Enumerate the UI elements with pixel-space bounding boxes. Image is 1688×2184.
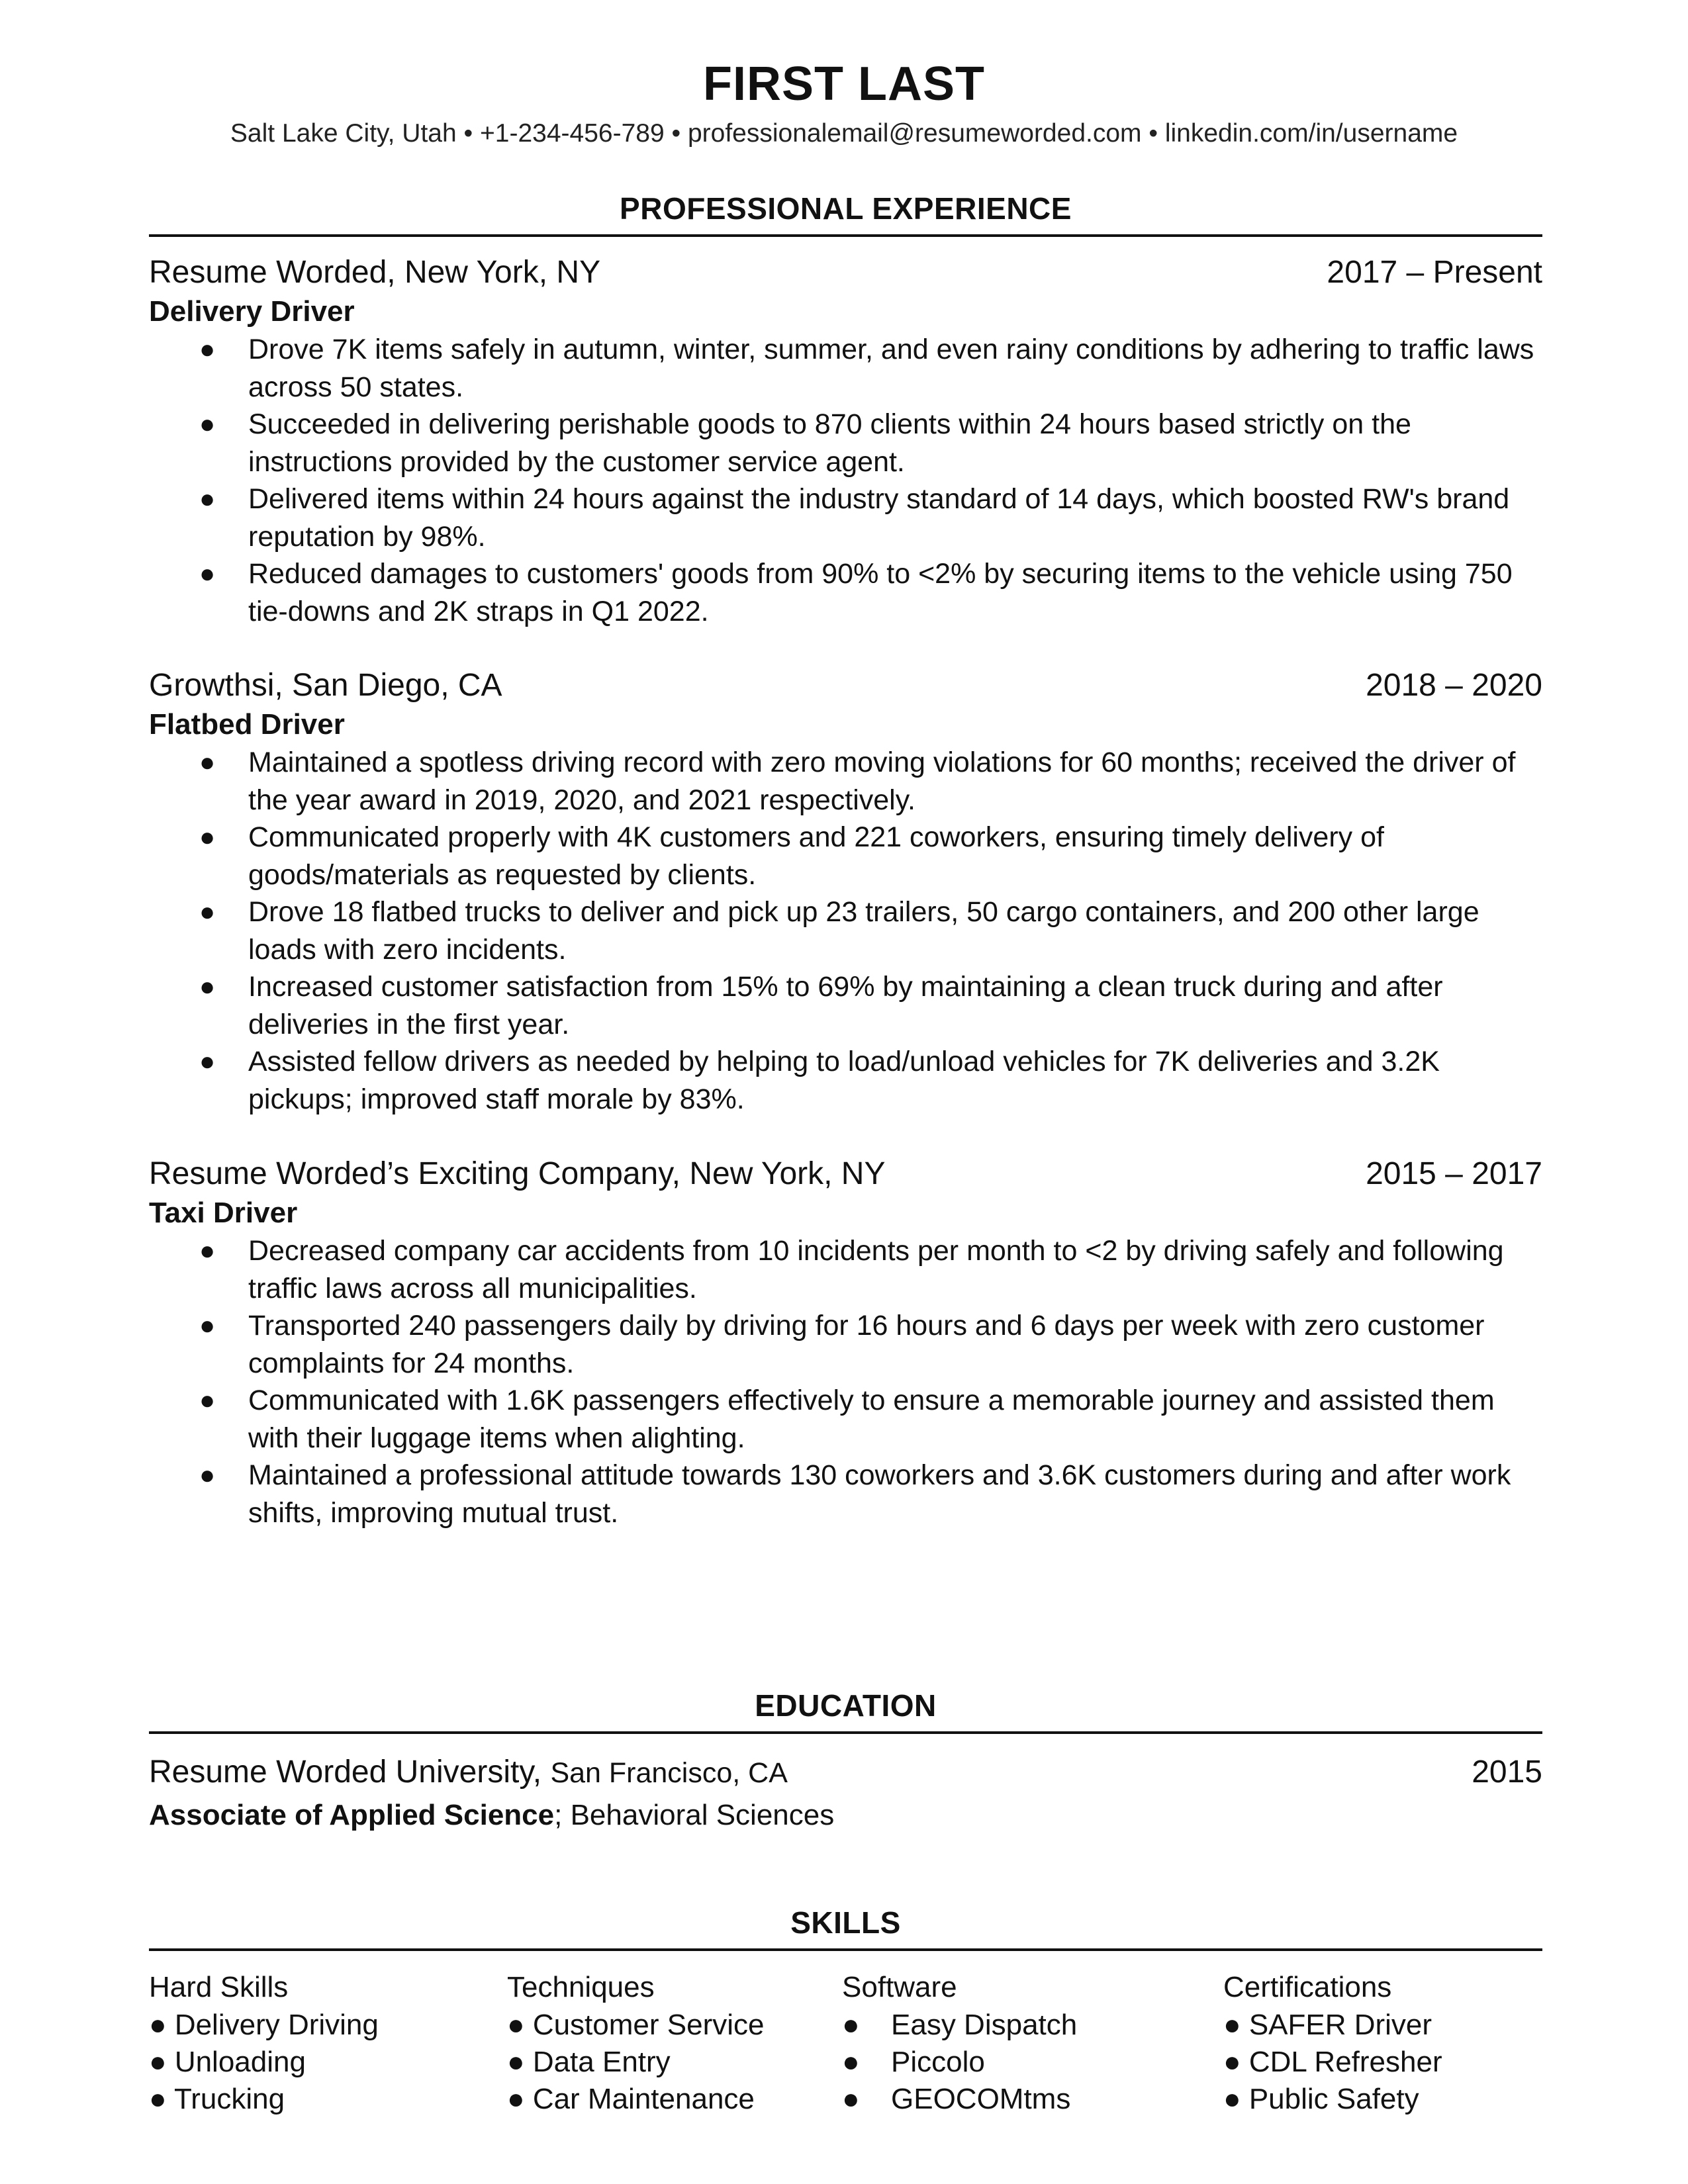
education-header xyxy=(149,1754,1542,1796)
skill-item: ● Delivery Driving xyxy=(149,2007,379,2044)
skill-item: ● CDL Refresher xyxy=(1223,2044,1442,2081)
skills-column-certifications xyxy=(1223,1968,1442,2118)
section-title-skills: SKILLS xyxy=(149,1905,1542,1951)
section-title-education: EDUCATION xyxy=(149,1688,1542,1734)
job-title: Delivery Driver xyxy=(149,295,355,328)
bullet-dot-icon: ● xyxy=(149,2009,167,2041)
education-school: Resume Worded University, San Francisco, CA xyxy=(149,1754,788,1790)
skills-column-software xyxy=(842,1968,1077,2118)
bullet-item: ● Maintained a spotless driving record with zero moving violations for 60 months; received the driver of the year award in 2019, 2020, and 2021 respectively. xyxy=(149,744,1542,819)
job-dates: 2018 – 2020 xyxy=(1366,668,1542,703)
job-title: Taxi Driver xyxy=(149,1197,298,1229)
job-company: Resume Worded, New York, NY xyxy=(149,255,601,290)
education-section xyxy=(149,1688,1542,1835)
skill-item: ● SAFER Driver xyxy=(1223,2007,1442,2044)
education-year: 2015 xyxy=(1472,1754,1542,1790)
bullet-item: ● Decreased company car accidents from 10 incidents per month to <2 by driving safely and following traffic laws across all municipalities. xyxy=(149,1232,1542,1307)
skill-item: ● Piccolo xyxy=(842,2044,1077,2081)
bullet-dot-icon: ● xyxy=(199,1236,216,1265)
job-bullets xyxy=(149,1232,1542,1531)
bullet-item: ● Assisted fellow drivers as needed by helping to load/unload vehicles for 7K deliveries and 3.2K pickups; improved staff morale by 83%. xyxy=(149,1043,1542,1118)
education-degree: Associate of Applied Science; Behavioral Sciences xyxy=(149,1799,835,1831)
bullet-dot-icon: ● xyxy=(842,2083,860,2115)
skill-item: ● Data Entry xyxy=(507,2044,764,2081)
bullet-item: ● Reduced damages to customers' goods from 90% to <2% by securing items to the vehicle using 750 tie-downs and 2K straps in Q1 2022. xyxy=(149,555,1542,630)
skills-grid xyxy=(149,1968,1542,2127)
skills-column-heading: Software xyxy=(842,1971,957,2003)
bullet-dot-icon: ● xyxy=(199,1047,216,1076)
bullet-dot-icon: ● xyxy=(199,823,216,852)
candidate-name: FIRST LAST xyxy=(703,58,985,111)
skills-column-heading: Certifications xyxy=(1223,1971,1392,2003)
job-bullets xyxy=(149,331,1542,630)
bullet-dot-icon: ● xyxy=(199,1311,216,1340)
bullet-dot-icon: ● xyxy=(199,748,216,777)
bullet-item: ● Succeeded in delivering perishable goods to 870 clients within 24 hours based strictly on the instructions provided by the customer service agent. xyxy=(149,406,1542,480)
skill-item: ● Trucking xyxy=(149,2081,379,2118)
bullet-dot-icon: ● xyxy=(149,2046,167,2078)
bullet-dot-icon: ● xyxy=(199,335,216,364)
bullet-item: ● Drove 18 flatbed trucks to deliver and pick up 23 trailers, 50 cargo containers, and 200 other large loads with zero incidents. xyxy=(149,893,1542,968)
bullet-dot-icon: ● xyxy=(199,484,216,514)
bullet-item: ● Increased customer satisfaction from 15% to 69% by maintaining a clean truck during and after deliveries in the first year. xyxy=(149,968,1542,1043)
skill-item: ● Easy Dispatch xyxy=(842,2007,1077,2044)
job-entry xyxy=(149,667,1542,1118)
bullet-dot-icon: ● xyxy=(507,2009,525,2041)
skills-column-techniques xyxy=(507,1968,764,2118)
bullet-item: ● Communicated properly with 4K customers and 221 coworkers, ensuring timely delivery of goods/materials as requested by clients. xyxy=(149,819,1542,893)
bullet-dot-icon: ● xyxy=(507,2046,525,2078)
skills-column-hard-skills xyxy=(149,1968,379,2118)
bullet-dot-icon: ● xyxy=(149,2083,167,2115)
job-company: Resume Worded’s Exciting Company, New York, NY xyxy=(149,1156,886,1191)
contact-line: Salt Lake City, Utah • +1-234-456-789 • professionalemail@resumeworded.com • linkedin.com/in/username xyxy=(230,119,1458,148)
job-header xyxy=(149,254,1542,293)
job-dates: 2015 – 2017 xyxy=(1366,1156,1542,1191)
job-title: Flatbed Driver xyxy=(149,708,345,741)
bullet-dot-icon: ● xyxy=(199,897,216,927)
bullet-item: ● Communicated with 1.6K passengers effectively to ensure a memorable journey and assisted them with their luggage items when alighting. xyxy=(149,1382,1542,1457)
section-title-experience: PROFESSIONAL EXPERIENCE xyxy=(149,191,1542,237)
skills-column-heading: Techniques xyxy=(507,1971,655,2003)
bullet-item: ● Drove 7K items safely in autumn, winter, summer, and even rainy conditions by adhering to traffic laws across 50 states. xyxy=(149,331,1542,406)
bullet-dot-icon: ● xyxy=(842,2009,860,2041)
job-company: Growthsi, San Diego, CA xyxy=(149,668,502,703)
skill-item: ● Customer Service xyxy=(507,2007,764,2044)
bullet-dot-icon: ● xyxy=(1223,2009,1241,2041)
bullet-dot-icon: ● xyxy=(842,2046,860,2078)
job-bullets xyxy=(149,744,1542,1118)
job-entry xyxy=(149,254,1542,630)
bullet-dot-icon: ● xyxy=(1223,2046,1241,2078)
education-location: San Francisco, CA xyxy=(550,1757,788,1789)
skill-item: ● Public Safety xyxy=(1223,2081,1442,2118)
skill-item: ● GEOCOMtms xyxy=(842,2081,1077,2118)
bullet-item: ● Transported 240 passengers daily by driving for 16 hours and 6 days per week with zero customer complaints for 24 months. xyxy=(149,1307,1542,1382)
bullet-dot-icon: ● xyxy=(507,2083,525,2115)
bullet-dot-icon: ● xyxy=(199,410,216,439)
bullet-dot-icon: ● xyxy=(199,1386,216,1415)
skills-column-heading: Hard Skills xyxy=(149,1971,289,2003)
bullet-dot-icon: ● xyxy=(1223,2083,1241,2115)
bullet-item: ● Maintained a professional attitude towards 130 coworkers and 3.6K customers during and after work shifts, improving mutual trust. xyxy=(149,1457,1542,1531)
skills-section xyxy=(149,1905,1542,2127)
job-header xyxy=(149,1156,1542,1194)
bullet-item: ● Delivered items within 24 hours against the industry standard of 14 days, which boosted RW's brand reputation by 98%. xyxy=(149,480,1542,555)
job-dates: 2017 – Present xyxy=(1327,255,1542,290)
skill-item: ● Car Maintenance xyxy=(507,2081,764,2118)
skill-item: ● Unloading xyxy=(149,2044,379,2081)
job-entry xyxy=(149,1156,1542,1531)
bullet-dot-icon: ● xyxy=(199,559,216,588)
experience-section xyxy=(149,191,1542,237)
job-header xyxy=(149,667,1542,705)
bullet-dot-icon: ● xyxy=(199,1461,216,1490)
bullet-dot-icon: ● xyxy=(199,972,216,1001)
